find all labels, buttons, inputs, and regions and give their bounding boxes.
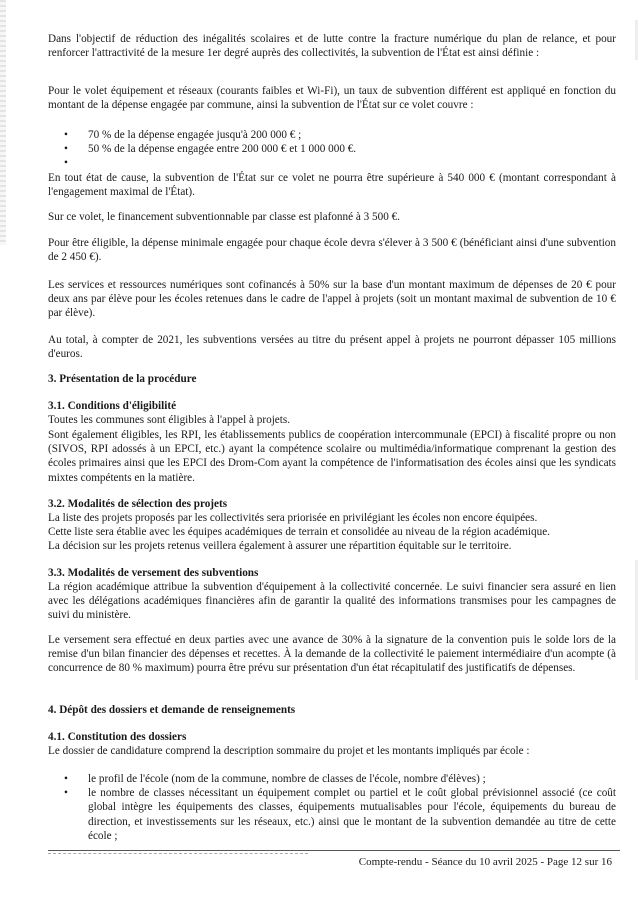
list-item: • 50 % de la dépense engagée entre 200 000 € et 1 000 000 €. [48,142,616,156]
s31-paragraph-1: Toutes les communes sont éligibles à l'appel à projets. [48,414,291,426]
footer-divider-artifact [48,853,308,854]
section-4-1-heading: 4.1. Constitution des dossiers [48,731,187,743]
section-4-heading: 4. Dépôt des dossiers et demande de renseignements [48,704,296,716]
list-item: • 70 % de la dépense engagée jusqu'à 200 000 € ; [48,128,616,142]
s31-paragraph-2: Sont également éligibles, les RPI, les établissements publics de coopération intercommunale (EPCI) à fiscalité propre ou non (SIVOS, RPI adossés à un EPCI, etc.) ayant la compétence scolaire ou multimédia/informatique comprenant la gestion des écoles primaires ainsi que les EPCI des Drom-Com ayant la compétence de l'informatisation des écoles ainsi que les syndicats mixtes compétents en la matière. [48,429,616,484]
scan-edge-artifact [0,0,6,245]
volet-intro-paragraph: Pour le volet équipement et réseaux (courants faibles et Wi-Fi), un taux de subvention différent est appliqué en fonction du montant de la dépense engagée par commune, ainsi la subvention de l'État sur ce volet couvre : [48,85,616,112]
intro-paragraph: Dans l'objectif de réduction des inégalités scolaires et de lutte contre la fracture numérique du plan de relance, et pour renforcer l'attractivité de la mesure 1er degré auprès des collectivités, la subvention de l'État est ainsi définie : [48,33,616,60]
per-class-paragraph: Sur ce volet, le financement subventionnable par classe est plafonné à 3 500 €. [48,211,400,223]
footer-divider [48,850,620,851]
s32-paragraph-3: La décision sur les projets retenus veillera également à assurer une répartition équitable sur le territoire. [48,540,512,552]
scan-edge-artifact [635,20,638,60]
min-spend-paragraph: Pour être éligible, la dépense minimale engagée pour chaque école devra s'élever à 3 500 € (bénéficiant ainsi d'une subvention de 2 450 €). [48,237,616,264]
s33-paragraph-2: Le versement sera effectué en deux parties avec une avance de 30% à la signature de la convention puis le solde lors de la remise d'un bilan financier des dépenses et recettes. À la demande de la collectivité le paiement intermédiaire d'un acompte (à concurrence de 80 % maximum) pourra être prévu sur présentation d'un état récapitulatif des justificatifs de dépenses. [48,634,616,675]
list-item [48,156,616,170]
section-3-2-heading: 3.2. Modalités de sélection des projets [48,498,228,510]
services-paragraph: Les services et ressources numériques sont cofinancés à 50% sur la base d'un montant maximum de dépenses de 20 € pour deux ans par élève pour les écoles retenues dans le cadre de l'appel à projets (soit un montant maximal de subvention de 10 € par élève). [48,279,616,320]
section-3-1-heading: 3.1. Conditions d'éligibilité [48,400,177,412]
section-3-3-heading: 3.3. Modalités de versement des subventions [48,567,259,579]
list-item: • le nombre de classes nécessitant un équipement complet ou partiel et le coût global prévisionnel associé (ce coût global intègre les équipements des classes, équipements mutualisables pour l'école, équipements du bureau de direction, et investissements sur les réseaux, etc.) ainsi que le montant de la subvention demandée au titre de cette école ; [48,786,616,843]
scan-edge-artifact [635,560,638,680]
s33-paragraph-1: La région académique attribue la subvention d'équipement à la collectivité concernée. Le suivi financier sera assuré en lien avec les délégations académiques financières afin de garantir la qualité des informations transmises pour les campagnes de suivi du ministère. [48,581,616,622]
list-item: • le profil de l'école (nom de la commune, nombre de classes de l'école, nombre d'élèves) ; [48,772,616,786]
volet-bullet-list [48,128,616,170]
s32-paragraph-1: La liste des projets proposés par les collectivités sera priorisée en privilégiant les écoles non encore équipées. [48,512,538,524]
s32-paragraph-2: Cette liste sera établie avec les équipes académiques de terrain et consolidée au niveau de la région académique. [48,526,550,538]
total-paragraph: Au total, à compter de 2021, les subventions versées au titre du présent appel à projets ne pourront dépasser 105 millions d'euros. [48,334,616,361]
section-3-heading: 3. Présentation de la procédure [48,373,197,385]
page-footer: Compte-rendu - Séance du 10 avril 2025 - Page 12 sur 16 [358,856,612,868]
s41-bullet-list [48,772,616,843]
s41-paragraph-1: Le dossier de candidature comprend la description sommaire du projet et les montants impliqués par école : [48,745,530,757]
cap-paragraph: En tout état de cause, la subvention de l'État sur ce volet ne pourra être supérieure à 540 000 € (montant correspondant à l'engagement maximal de l'État). [48,172,616,199]
